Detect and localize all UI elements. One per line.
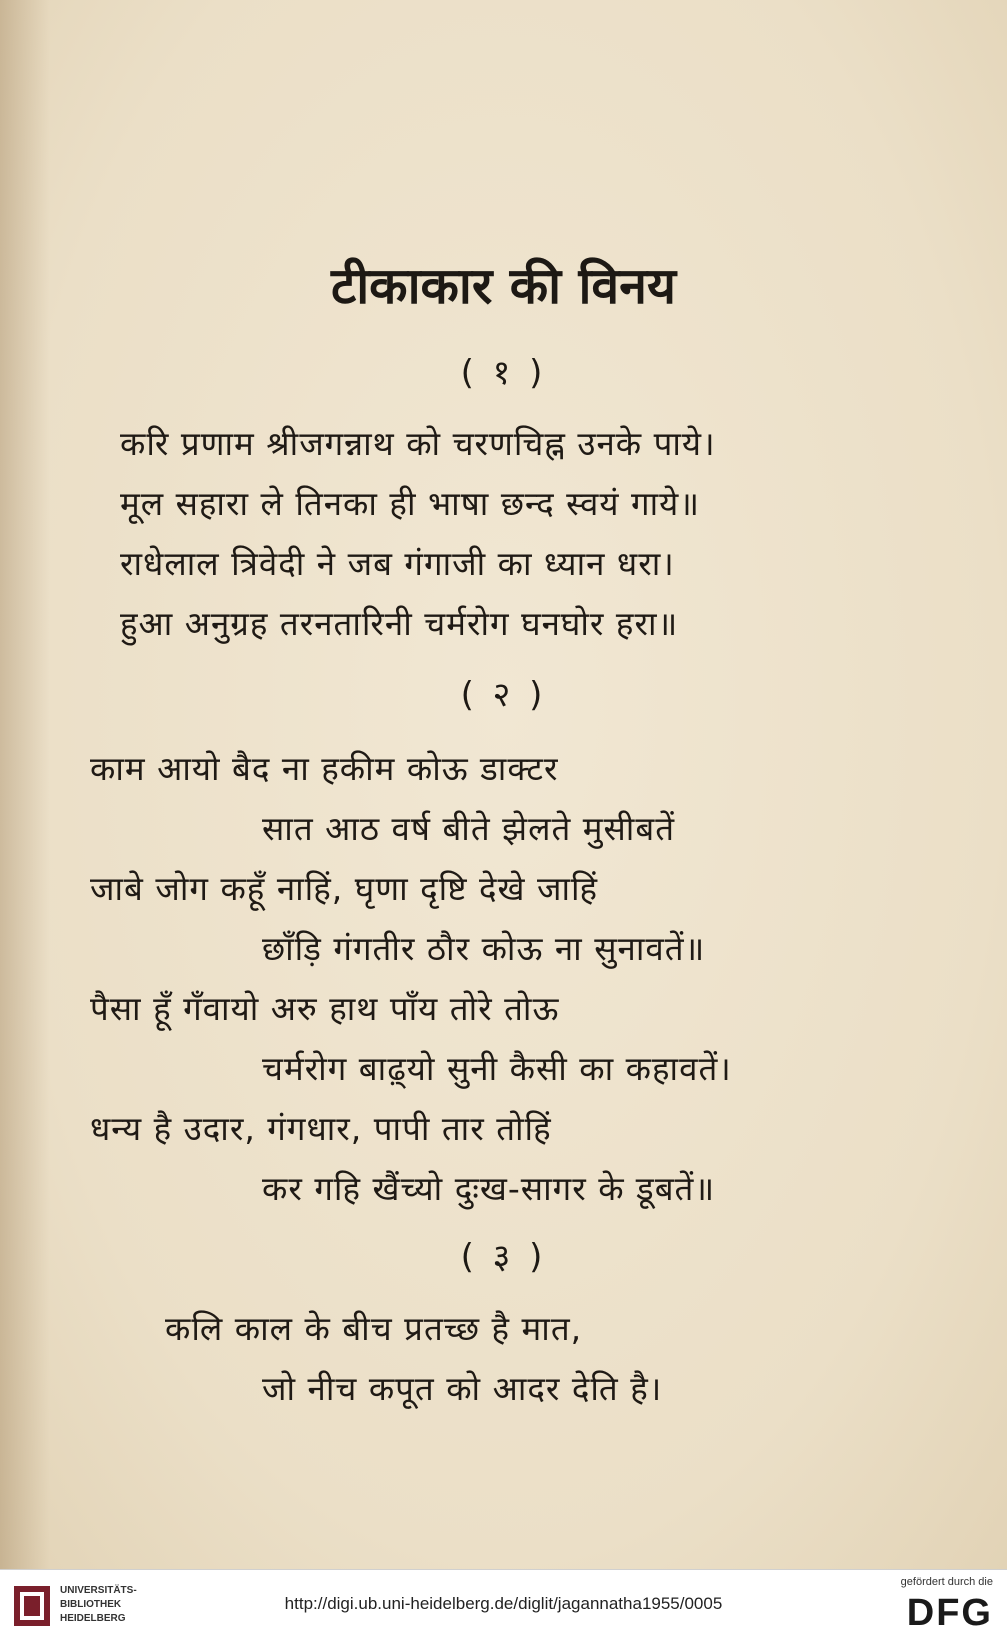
verse-line: छाँड़ि गंगतीर ठौर कोऊ ना सुनावतें॥ — [262, 929, 706, 968]
verse-line: कर गहि खैंच्यो दुःख-सागर के डूबतें॥ — [262, 1169, 716, 1208]
verse-line: चर्मरोग बाढ़्यो सुनी कैसी का कहावतें। — [262, 1049, 732, 1088]
dfg-logo: DFG — [906, 1592, 993, 1634]
section-number: ( १ ) — [460, 353, 547, 393]
verse-line: पैसा हूँ गँवायो अरु हाथ पाँय तोरे तोऊ — [90, 989, 560, 1028]
verse-line: धन्य है उदार, गंगधार, पापी तार तोहिं — [90, 1109, 552, 1148]
verse-line: काम आयो बैद ना हकीम कोऊ डाक्टर — [90, 749, 559, 788]
section-number: ( ३ ) — [460, 1237, 547, 1277]
verse-line: जाबे जोग कहूँ नाहिं, घृणा दृष्टि देखे जाहिं — [90, 869, 599, 908]
verse-line: जो नीच कपूत को आदर देति है। — [262, 1369, 663, 1408]
page-fold-shadow — [0, 0, 50, 1569]
funder-note: gefördert durch die — [900, 1576, 993, 1588]
section-number: ( २ ) — [460, 675, 547, 715]
verse-line: कलि काल के बीच प्रतच्छ है मात, — [165, 1309, 583, 1348]
source-url-link[interactable]: http://digi.ub.uni-heidelberg.de/diglit/jagannatha1955/0005 — [284, 1594, 723, 1613]
verse-line: मूल सहारा ले तिनका ही भाषा छन्द स्वयं गाये॥ — [120, 484, 701, 523]
verse-line: सात आठ वर्ष बीते झेलते मुसीबतें — [262, 809, 676, 848]
page-title: टीकाकार की विनय — [331, 257, 676, 315]
verse-line: करि प्रणाम श्रीजगन्नाथ को चरणचिह्न उनके पाये। — [120, 424, 716, 463]
verse-line: राधेलाल त्रिवेदी ने जब गंगाजी का ध्यान धरा। — [120, 544, 675, 583]
verse-line: हुआ अनुग्रह तरनतारिनी चर्मरोग घनघोर हरा॥ — [120, 604, 679, 643]
footer-bar — [0, 1569, 1007, 1642]
institution-name: UNIVERSITÄTS- BIBLIOTHEK HEIDELBERG — [60, 1585, 137, 1624]
